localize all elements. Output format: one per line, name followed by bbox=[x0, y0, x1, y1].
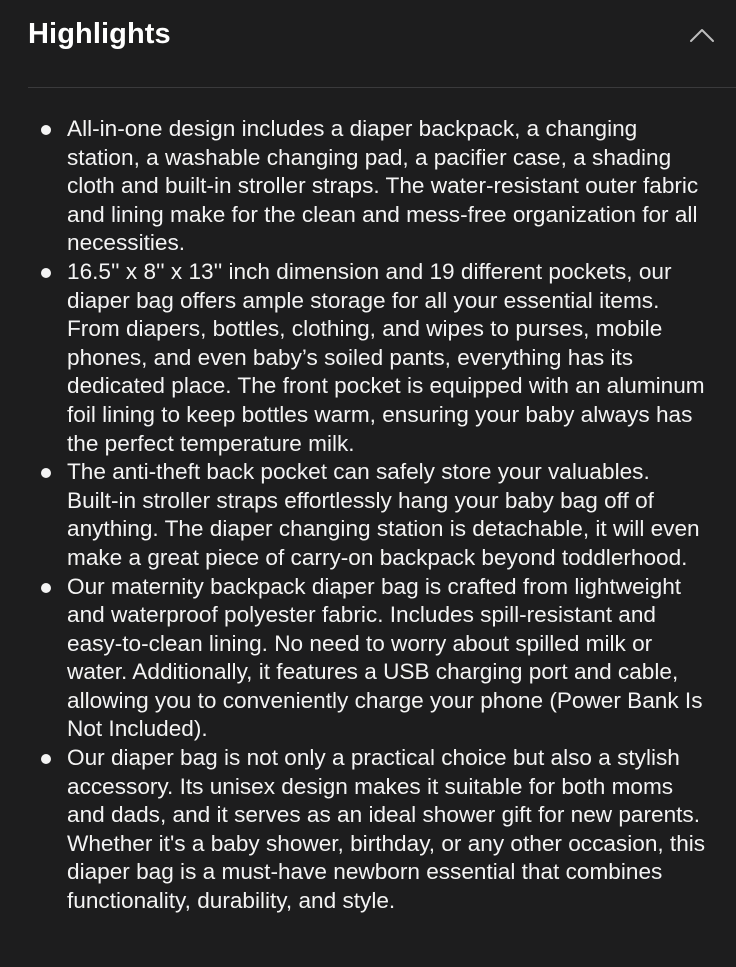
list-item bbox=[0, 258, 736, 458]
list-item bbox=[0, 744, 736, 916]
list-item-text: All-in-one design includes a diaper backpack, a changing station, a washable changing pad, a pacifier case, a shading cloth and built-in stroller straps. The water-resistant outer fabric and lining make for the clean and mess-free organization for all necessities. bbox=[67, 116, 699, 256]
list-item bbox=[0, 573, 736, 745]
collapse-toggle-button[interactable] bbox=[684, 20, 720, 52]
list-item bbox=[0, 458, 736, 572]
bullet-icon bbox=[41, 583, 51, 593]
highlights-header[interactable] bbox=[0, 0, 736, 88]
list-item bbox=[0, 115, 736, 258]
list-item-text: Our maternity backpack diaper bag is crafted from lightweight and waterproof polyester fabric. Includes spill-resistant and easy-to-clean lining. No need to worry about spilled milk or water. Additionally, it features a USB charging port and cable, allowing you to conveniently charge your phone (Power Bank Is Not Included). bbox=[67, 573, 703, 742]
bullet-icon bbox=[41, 125, 51, 135]
bullet-icon bbox=[41, 468, 51, 478]
list-item-text: 16.5'' x 8'' x 13'' inch dimension and 19 different pockets, our diaper bag offers ample storage for all your essential items. From diapers, bottles, clothing, and wipes to purses, mobile phones, and even baby’s soiled pants, everything has its dedicated place. The front pocket is equipped with an aluminum foil lining to keep bottles warm, ensuring your baby always has the perfect temperature milk. bbox=[67, 258, 705, 456]
header-divider bbox=[28, 87, 736, 88]
section-title: Highlights bbox=[28, 18, 171, 50]
bullet-icon bbox=[41, 754, 51, 764]
chevron-up-icon bbox=[684, 20, 720, 52]
bullet-icon bbox=[41, 268, 51, 278]
highlights-list bbox=[0, 115, 736, 916]
list-item-text: The anti-theft back pocket can safely store your valuables. Built-in stroller straps effortlessly hang your baby bag off of anything. The diaper changing station is detachable, it will even make a great piece of carry-on backpack beyond toddlerhood. bbox=[67, 459, 700, 570]
list-item-text: Our diaper bag is not only a practical choice but also a stylish accessory. Its unisex design makes it suitable for both moms and dads, and it serves as an ideal shower gift for new parents. Whether it's a baby shower, birthday, or any other occasion, this diaper bag is a must-have newborn essential that combines functionality, durability, and style. bbox=[67, 745, 706, 914]
